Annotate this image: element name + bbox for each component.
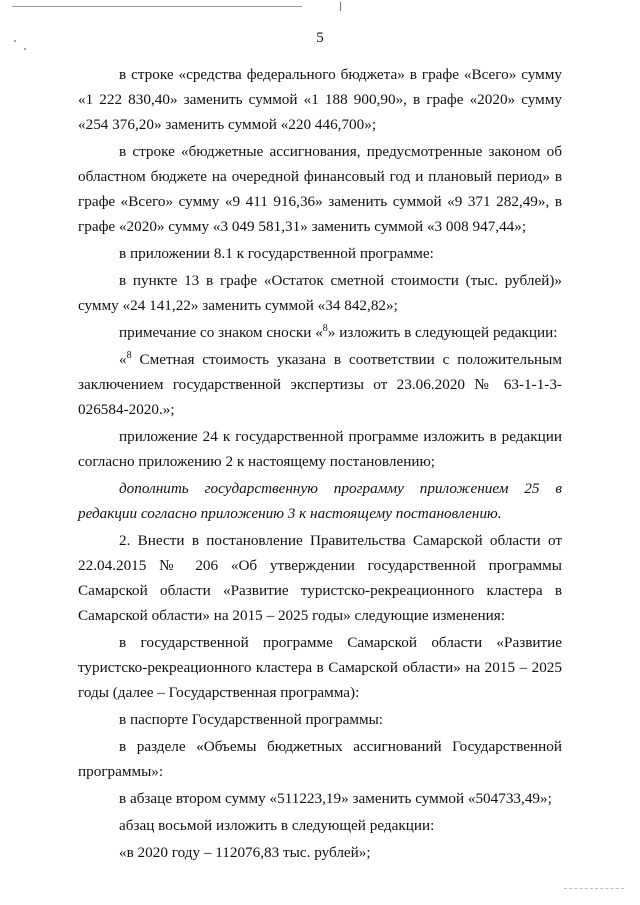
paragraph-eighth-abzac: абзац восьмой изложить в следующей редакции:	[119, 817, 435, 834]
footnote-note-text-after: » изложить в следующей редакции:	[327, 324, 558, 341]
scan-artifact-tick	[340, 2, 341, 11]
paragraph-footnote-text	[78, 347, 562, 422]
paragraph-year-2020: «в 2020 году – 112076,83 тыс. рублей»;	[119, 844, 371, 861]
scan-artifact-top-line	[12, 6, 302, 7]
paragraph-federal-budget: в строке «средства федерального бюджета» в графе «Всего» сумму «1 222 830,40» заменить суммой «1 188 900,90», в графе «2020» сумму «254 376,20» заменить суммой «220 446,700»;	[78, 66, 562, 133]
paragraph-second-abzac: в абзаце втором сумму «511223,19» заменить суммой «504733,49»;	[119, 790, 552, 807]
paragraph-footnote-note	[78, 320, 562, 345]
page-number: 5	[316, 30, 324, 46]
footnote-mark: 8	[322, 322, 328, 334]
document-body	[78, 62, 562, 867]
footnote-mark: 8	[126, 349, 132, 361]
paragraph-appendix-24: приложение 24 к государственной программе изложить в редакции согласно приложению 2 к настоящему постановлению;	[78, 428, 562, 470]
footnote-note-text-before: примечание со знаком сноски «	[119, 324, 323, 341]
scan-artifact-bottom-line	[564, 888, 624, 889]
footnote-text-before: «	[119, 351, 127, 368]
paragraph-section-2: 2. Внести в постановление Правительства Самарской области от 22.04.2015 № 206 «Об утверждении государственной программы Самарской области «Развитие туристско-рекреационного кластера в Самарской области» на 2015 – 2025 годы» следующие изменения:	[78, 532, 562, 624]
paragraph-item-13: в пункте 13 в графе «Остаток сметной стоимости (тыс. рублей)» сумму «24 141,22» заменить суммой «34 842,82»;	[78, 272, 562, 314]
paragraph-budget-allocations: в строке «бюджетные ассигнования, предусмотренные законом об областном бюджете на очередной финансовый год и плановый период» в графе «Всего» сумму «9 411 916,36» заменить суммой «9 371 282,49», в графе «2020» сумму «3 049 581,31» заменить суммой «3 008 947,44»;	[78, 143, 562, 235]
paragraph-appendix-25: дополнить государственную программу приложением 25 в редакции согласно приложению 3 к настоящему постановлению.	[78, 480, 562, 522]
paragraph-appendix-8-1: в приложении 8.1 к государственной программе:	[119, 245, 434, 262]
paragraph-passport: в паспорте Государственной программы:	[119, 711, 384, 728]
paragraph-state-program: в государственной программе Самарской области «Развитие туристско-рекреационного кластера в Самарской области» на 2015 – 2025 годы (далее – Государственная программа):	[78, 634, 562, 701]
paragraph-section-volumes: в разделе «Объемы бюджетных ассигнований Государственной программы»:	[78, 738, 562, 780]
footnote-text-after: Сметная стоимость указана в соответствии с положительным заключением государственной экспертизы от 23.06.2020 № 63-1-1-3-026584-2020.»;	[78, 351, 562, 418]
scan-artifact-dot	[24, 48, 26, 50]
